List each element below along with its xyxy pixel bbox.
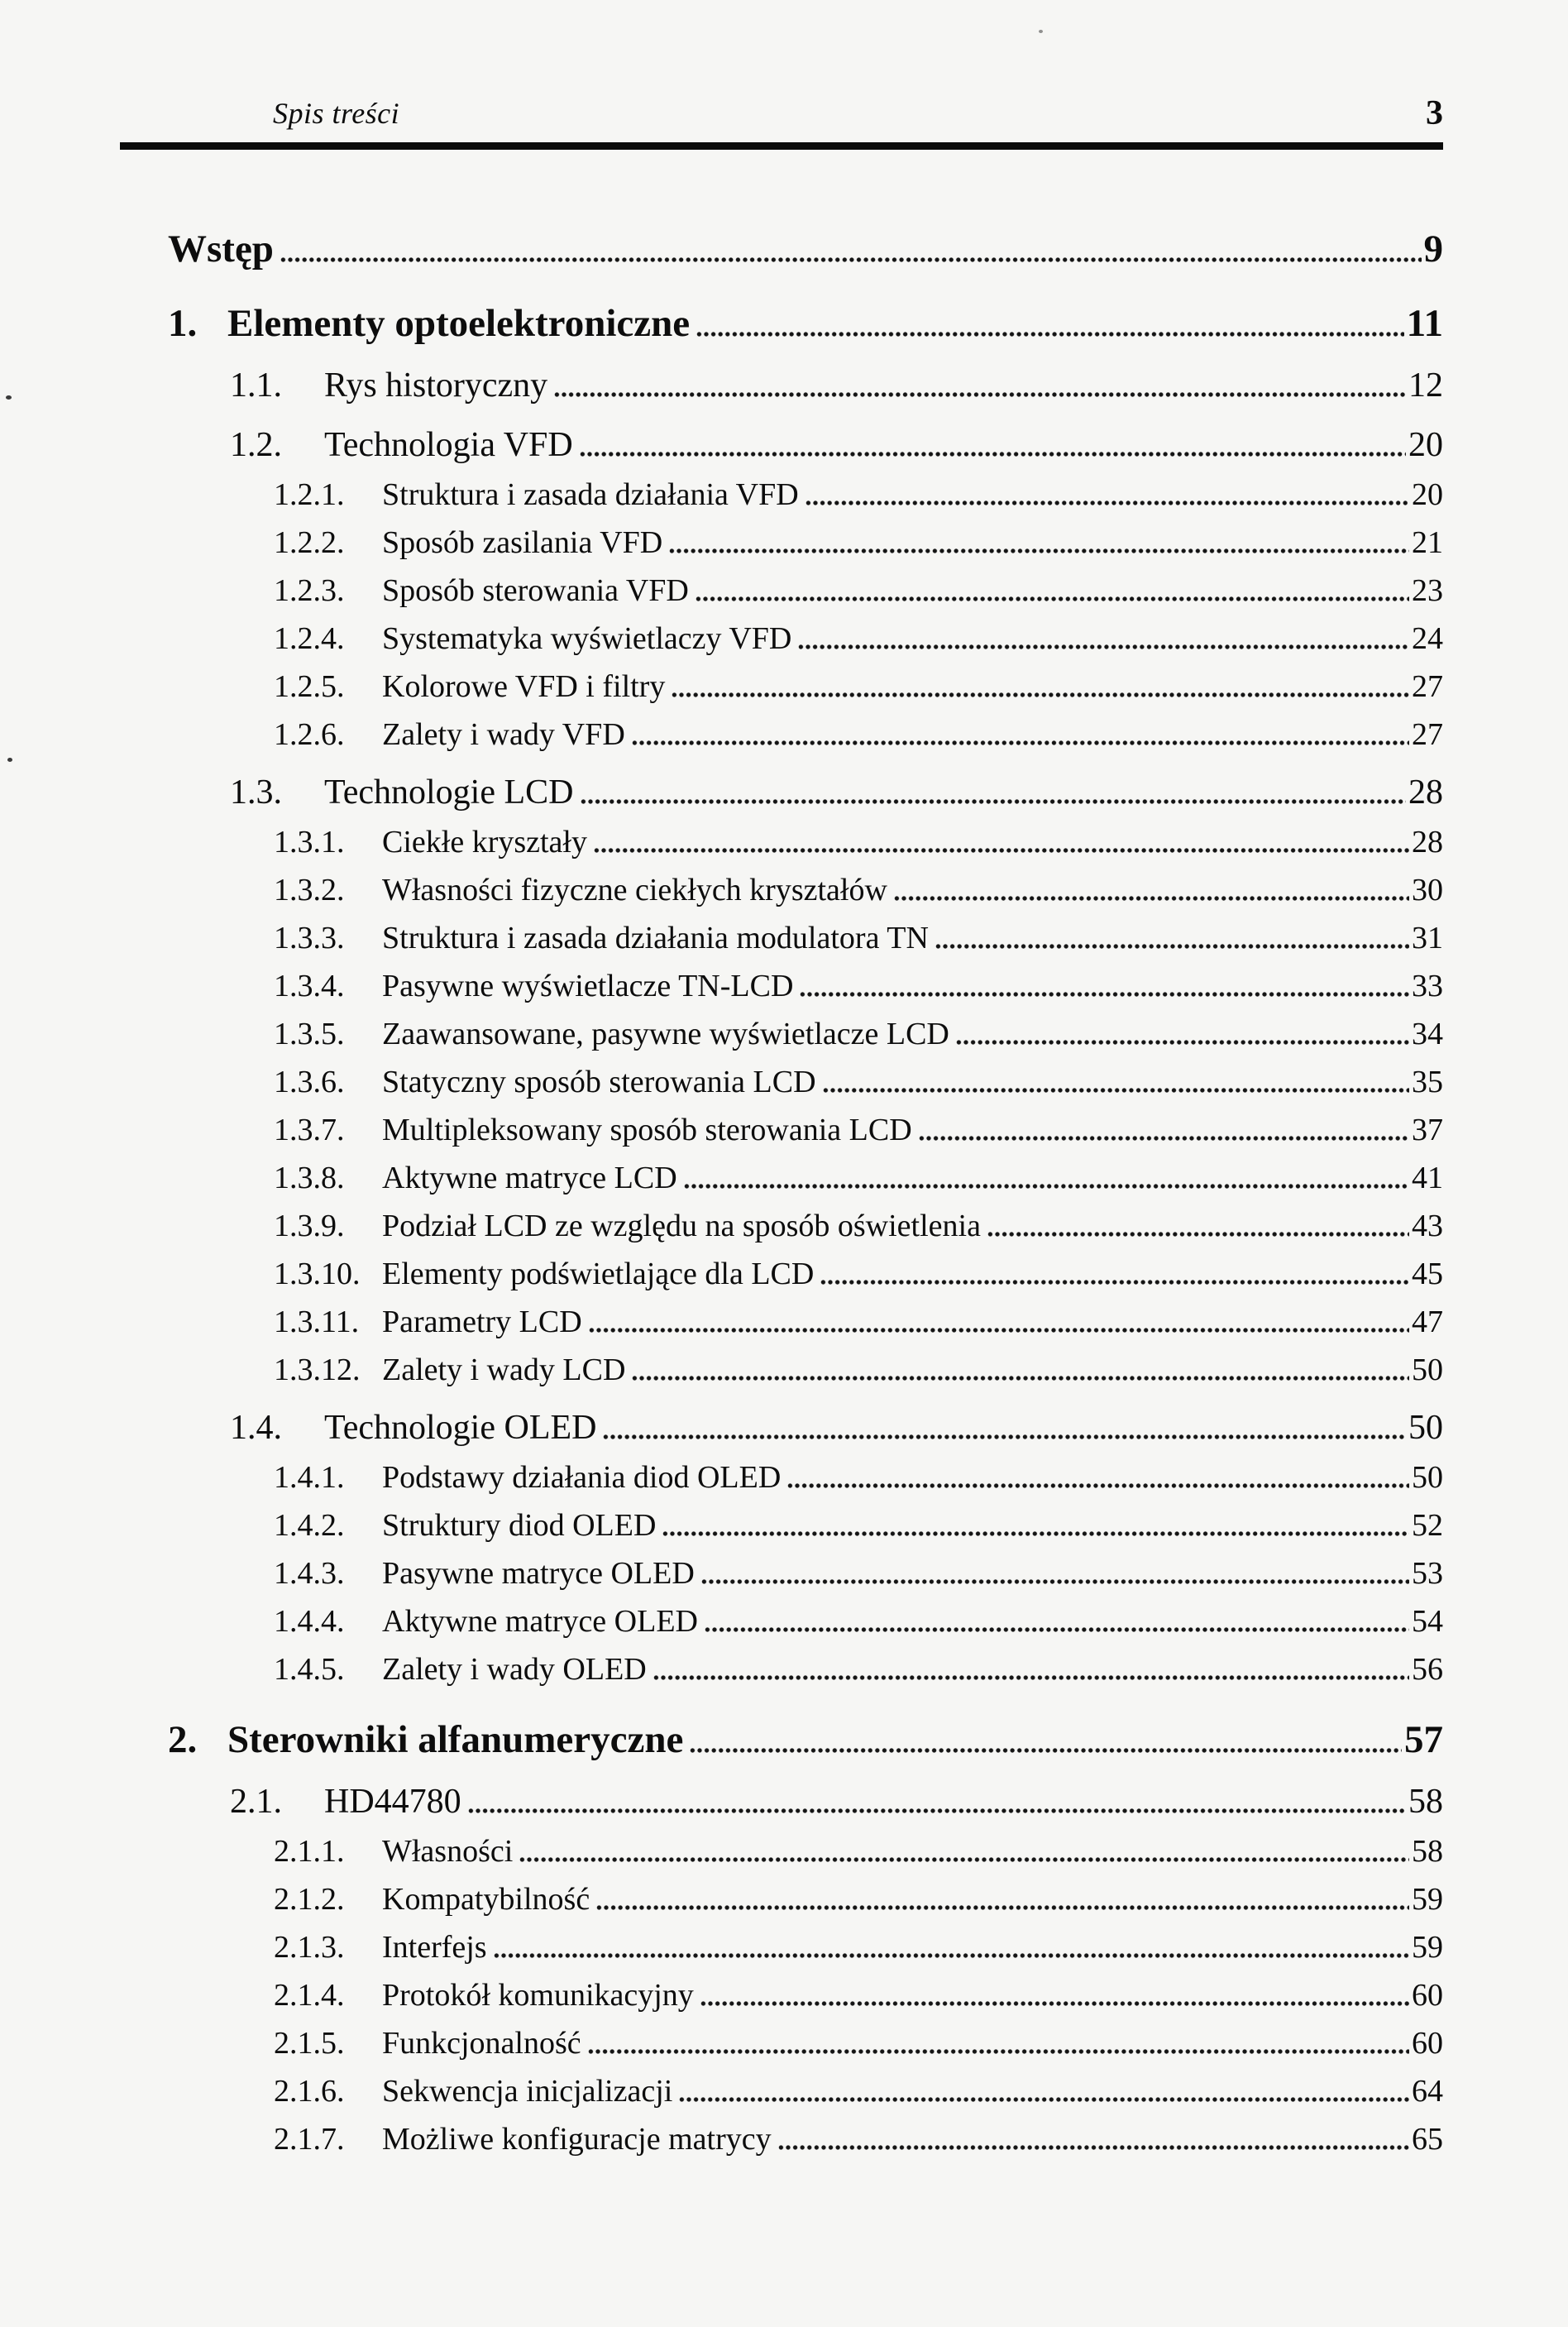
- toc-entry-number: 1.3.8.: [274, 1161, 345, 1195]
- header-page-number: 3: [1426, 94, 1443, 132]
- dot-leader: [596, 1905, 1409, 1910]
- toc-entry-title: Statyczny sposób sterowania LCD: [382, 1065, 816, 1099]
- dot-leader: [589, 1328, 1409, 1333]
- toc-entry-number: 1.2.3.: [274, 573, 345, 608]
- dot-leader: [787, 1483, 1409, 1488]
- toc-entry-title: Technologie OLED: [324, 1409, 597, 1447]
- toc-entry-page: 35: [1412, 1065, 1443, 1099]
- toc-entry-title: Elementy optoelektroniczne: [227, 302, 691, 345]
- toc-entry-number: 2.1.5.: [274, 2026, 345, 2061]
- toc-entry: [0, 357, 1443, 405]
- toc-entry-page: 11: [1406, 302, 1443, 345]
- dot-leader: [696, 332, 1403, 337]
- toc-entry-number: 2.1.6.: [274, 2074, 345, 2109]
- toc-entry-page: 21: [1412, 525, 1443, 560]
- toc-entry: [0, 1640, 1443, 1688]
- toc-entry-title: Technologie LCD: [324, 773, 574, 812]
- toc-entry-page: 54: [1412, 1604, 1443, 1639]
- toc-entry: [0, 1004, 1443, 1052]
- toc-entry: [0, 657, 1443, 705]
- toc-entry: [0, 956, 1443, 1004]
- toc-entry-number: 2.1.: [230, 1783, 282, 1821]
- toc-entry: [0, 908, 1443, 956]
- toc-entry-title: Własności fizyczne ciekłych kryształów: [382, 873, 887, 907]
- toc-entry-page: 50: [1412, 1353, 1443, 1387]
- dot-leader: [820, 1280, 1409, 1285]
- dot-leader: [956, 1040, 1409, 1045]
- toc-entry-number: 1.2.: [230, 426, 282, 464]
- toc-entry: [0, 294, 1443, 346]
- toc-entry-title: Sposób sterowania VFD: [382, 573, 689, 608]
- toc-entry: [0, 609, 1443, 657]
- toc-entry-title: Kolorowe VFD i filtry: [382, 669, 666, 704]
- toc-entry-number: 1.2.6.: [274, 717, 345, 752]
- dot-leader: [632, 1376, 1409, 1381]
- toc-entry: [0, 1292, 1443, 1340]
- dot-leader: [800, 992, 1409, 997]
- dot-leader: [581, 799, 1407, 804]
- dot-leader: [662, 1531, 1409, 1536]
- toc-entry-title: Pasywne matryce OLED: [382, 1556, 695, 1591]
- toc-entry-page: 58: [1412, 1834, 1443, 1869]
- toc-entry-number: 1.3.12.: [274, 1353, 361, 1387]
- toc-entry-page: 24: [1412, 621, 1443, 656]
- toc-entry-page: 65: [1412, 2122, 1443, 2157]
- toc-entry-title: Elementy podświetlające dla LCD: [382, 1257, 815, 1291]
- toc-entry-number: 1.3.6.: [274, 1065, 345, 1099]
- dot-leader: [603, 1434, 1406, 1439]
- dot-leader: [679, 2097, 1409, 2102]
- toc-entry-number: 1.2.5.: [274, 669, 345, 704]
- toc-entry: [0, 1196, 1443, 1244]
- toc-entry-page: 56: [1412, 1652, 1443, 1687]
- dot-leader: [696, 596, 1409, 601]
- dot-leader: [778, 2145, 1409, 2150]
- toc-entry-number: 1.4.: [230, 1409, 282, 1447]
- toc-entry-number: 1.2.1.: [274, 477, 345, 512]
- toc-entry: [0, 2061, 1443, 2109]
- toc-entry: [0, 1052, 1443, 1100]
- toc-entry-number: 1.2.4.: [274, 621, 345, 656]
- toc-entry-page: 9: [1423, 227, 1443, 271]
- toc-entry-title: Parametry LCD: [382, 1305, 582, 1339]
- dot-leader: [669, 548, 1409, 553]
- toc-entry-number: 1.: [168, 302, 198, 345]
- toc-entry-title: Zaawansowane, pasywne wyświetlacze LCD: [382, 1017, 949, 1051]
- toc-entry: [0, 1870, 1443, 1918]
- toc-entry-number: 1.3.9.: [274, 1209, 345, 1243]
- header-rule: [120, 142, 1443, 150]
- toc-entry: [0, 561, 1443, 609]
- toc-entry: [0, 1822, 1443, 1870]
- toc-entry-number: 2.: [168, 1718, 198, 1761]
- toc-entry-title: Protokół komunikacyjny: [382, 1978, 694, 2013]
- toc-entry-title: Rys historyczny: [324, 366, 548, 405]
- toc-entry-page: 12: [1408, 366, 1443, 405]
- toc-entry-page: 59: [1412, 1930, 1443, 1965]
- toc-entry: [0, 1399, 1443, 1448]
- scan-speck: [7, 758, 12, 762]
- dot-leader: [701, 1579, 1409, 1584]
- toc-entry-page: 58: [1408, 1783, 1443, 1821]
- toc-entry-title: Zalety i wady LCD: [382, 1353, 626, 1387]
- toc-entry: [0, 2013, 1443, 2061]
- dot-leader: [700, 2001, 1409, 2006]
- toc-entry-number: 1.4.1.: [274, 1460, 345, 1495]
- toc-entry-page: 52: [1412, 1508, 1443, 1543]
- dot-leader: [632, 740, 1409, 745]
- toc-entry-title: Własności: [382, 1834, 514, 1869]
- toc-entry-page: 57: [1404, 1718, 1443, 1761]
- toc-entry-page: 50: [1408, 1409, 1443, 1447]
- toc-entry-number: 1.2.2.: [274, 525, 345, 560]
- toc-entry-number: 2.1.3.: [274, 1930, 345, 1965]
- toc-entry-title: HD44780: [324, 1783, 461, 1821]
- dot-leader: [806, 500, 1409, 505]
- toc-entry-page: 27: [1412, 669, 1443, 704]
- toc-entry-page: 41: [1412, 1161, 1443, 1195]
- dot-leader: [653, 1675, 1409, 1680]
- toc-entry: [0, 1918, 1443, 1966]
- page-header: [120, 96, 1443, 150]
- toc-entry: [0, 1592, 1443, 1640]
- toc-entry: [0, 1244, 1443, 1292]
- toc-entry-number: 1.3.1.: [274, 825, 345, 859]
- toc-entry-page: 27: [1412, 717, 1443, 752]
- toc-entry-page: 34: [1412, 1017, 1443, 1051]
- toc-entry-page: 47: [1412, 1305, 1443, 1339]
- toc-entry-title: Multipleksowany sposób sterowania LCD: [382, 1113, 912, 1147]
- toc-entry-title: Możliwe konfiguracje matrycy: [382, 2122, 772, 2157]
- toc-entry-page: 20: [1408, 426, 1443, 464]
- toc-entry-page: 31: [1412, 921, 1443, 955]
- toc-entry-title: Struktura i zasada działania VFD: [382, 477, 799, 512]
- dot-leader: [580, 452, 1406, 457]
- toc-entry: [0, 1773, 1443, 1822]
- toc-entry-number: 1.3.11.: [274, 1305, 360, 1339]
- dot-leader: [494, 1953, 1409, 1958]
- toc-entry-title: Zalety i wady OLED: [382, 1652, 647, 1687]
- toc-entry: [0, 1711, 1443, 1762]
- toc-entry-title: Technologia VFD: [324, 426, 573, 464]
- toc-entry: [0, 1966, 1443, 2013]
- toc-entry-number: 1.3.5.: [274, 1017, 345, 1051]
- dot-leader: [705, 1627, 1409, 1632]
- toc-entry-number: 1.3.: [230, 773, 282, 812]
- toc-entry-title: Podział LCD ze względu na sposób oświetlenia: [382, 1209, 981, 1243]
- dot-leader: [468, 1808, 1406, 1813]
- toc-entry-title: Zalety i wady VFD: [382, 717, 625, 752]
- dot-leader: [935, 944, 1409, 949]
- toc-entry-title: Struktury diod OLED: [382, 1508, 657, 1543]
- toc-entry-number: 1.4.3.: [274, 1556, 345, 1591]
- toc-entry-title: Aktywne matryce OLED: [382, 1604, 698, 1639]
- toc-entry-page: 20: [1412, 477, 1443, 512]
- toc-entry-number: 1.3.4.: [274, 969, 345, 1003]
- dot-leader: [594, 848, 1409, 853]
- toc-entry-number: 1.3.2.: [274, 873, 345, 907]
- toc-entry-page: 30: [1412, 873, 1443, 907]
- dot-leader: [894, 896, 1409, 901]
- dot-leader: [519, 1857, 1409, 1862]
- toc-entry-number: 2.1.7.: [274, 2122, 345, 2157]
- toc-entry-page: 45: [1412, 1257, 1443, 1291]
- toc-entry: [0, 812, 1443, 860]
- dot-leader: [588, 2049, 1409, 2054]
- toc-entry: [0, 465, 1443, 513]
- toc-entry-number: 2.1.4.: [274, 1978, 345, 2013]
- toc-entry-title: Kompatybilność: [382, 1882, 590, 1917]
- toc-entry-number: 1.4.4.: [274, 1604, 345, 1639]
- toc-entry-title: Ciekłe kryształy: [382, 825, 587, 859]
- toc-entry-number: 1.3.3.: [274, 921, 345, 955]
- toc-entry-title: Systematyka wyświetlaczy VFD: [382, 621, 792, 656]
- dot-leader: [554, 392, 1406, 397]
- toc-entry-title: Sekwencja inicjalizacji: [382, 2074, 673, 2109]
- toc-entry-page: 59: [1412, 1882, 1443, 1917]
- dot-leader: [823, 1088, 1409, 1093]
- toc-entry-page: 64: [1412, 2074, 1443, 2109]
- scan-speck: [1039, 30, 1043, 33]
- toc-entry-page: 33: [1412, 969, 1443, 1003]
- toc-entry: [0, 1448, 1443, 1496]
- toc-entry-title: Pasywne wyświetlacze TN-LCD: [382, 969, 794, 1003]
- toc-entry-title: Sterowniki alfanumeryczne: [227, 1718, 684, 1761]
- toc-entry-number: 1.1.: [230, 366, 282, 405]
- toc-entry-title: Sposób zasilania VFD: [382, 525, 663, 560]
- toc-entry-number: 1.3.10.: [274, 1257, 361, 1291]
- toc-entry-title: Funkcjonalność: [382, 2026, 581, 2061]
- toc-entry: [0, 1496, 1443, 1544]
- toc-entry: [0, 1100, 1443, 1148]
- toc-entry: [0, 1148, 1443, 1196]
- toc-entry-page: 60: [1412, 2026, 1443, 2061]
- toc-entry-page: 60: [1412, 1978, 1443, 2013]
- toc-entry-page: 53: [1412, 1556, 1443, 1591]
- table-of-contents: [0, 197, 1443, 2157]
- toc-entry-page: 28: [1408, 773, 1443, 812]
- dot-leader: [684, 1184, 1409, 1189]
- toc-entry-title: Struktura i zasada działania modulatora TN: [382, 921, 929, 955]
- toc-entry-number: 2.1.1.: [274, 1834, 345, 1869]
- toc-entry-number: 1.4.5.: [274, 1652, 345, 1687]
- toc-entry: [0, 1340, 1443, 1388]
- toc-entry-number: 2.1.2.: [274, 1882, 345, 1917]
- dot-leader: [280, 257, 1422, 262]
- toc-entry: [0, 416, 1443, 465]
- toc-entry-page: 43: [1412, 1209, 1443, 1243]
- toc-entry: [0, 860, 1443, 908]
- dot-leader: [690, 1748, 1402, 1753]
- toc-entry-page: 23: [1412, 573, 1443, 608]
- toc-entry-page: 50: [1412, 1460, 1443, 1495]
- dot-leader: [919, 1136, 1409, 1141]
- toc-entry-title: Interfejs: [382, 1930, 487, 1965]
- toc-entry: [0, 1544, 1443, 1592]
- toc-entry: [0, 220, 1443, 271]
- toc-entry: [0, 764, 1443, 812]
- toc-entry: [0, 513, 1443, 561]
- scan-speck: [6, 395, 12, 400]
- toc-entry-number: 1.4.2.: [274, 1508, 345, 1543]
- toc-entry-number: 1.3.7.: [274, 1113, 345, 1147]
- toc-entry-page: 37: [1412, 1113, 1443, 1147]
- toc-entry: [0, 705, 1443, 753]
- toc-entry-title: Wstęp: [168, 227, 274, 271]
- running-title: Spis treści: [273, 97, 400, 130]
- toc-entry-title: Podstawy działania diod OLED: [382, 1460, 782, 1495]
- dot-leader: [798, 644, 1409, 649]
- dot-leader: [987, 1232, 1409, 1237]
- dot-leader: [672, 692, 1409, 697]
- toc-entry-page: 28: [1412, 825, 1443, 859]
- toc-entry-title: Aktywne matryce LCD: [382, 1161, 677, 1195]
- toc-entry: [0, 2109, 1443, 2157]
